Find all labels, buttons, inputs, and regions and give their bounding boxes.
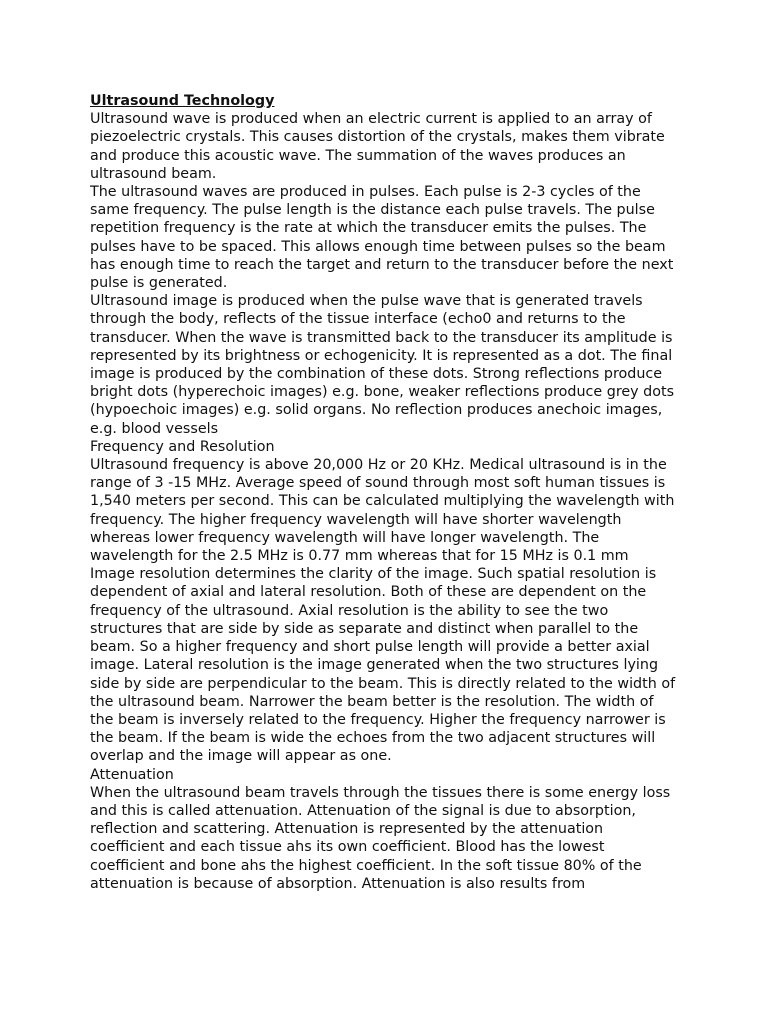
paragraph-pulses: The ultrasound waves are produced in pulses. Each pulse is 2-3 cycles of the same frequency. The pulse length is the distance each pulse travels. The pulse repetition frequency is the rate at which the transducer emits the pulses. The pulses have to be spaced. This allows enough time between pulses so the beam has enough time to reach the target and return to the transducer before the next pulse is generated. [90,184,674,292]
paragraph-frequency: Ultrasound frequency is above 20,000 Hz or 20 KHz. Medical ultrasound is in the range of 3 -15 MHz. Average speed of sound through most soft human tissues is 1,540 meters per second. This can be calculated multiplying the wavelength with frequency. The higher frequency wavelength will have shorter wavelength whereas lower frequency wavelength will have longer wavelength. The wavelength for the 2.5 MHz is 0.77 mm whereas that for 15 MHz is 0.1 mm [90,457,675,565]
paragraph-image-production: Ultrasound image is produced when the pulse wave that is generated travels through the body, reflects of the tissue interface (echo0 and returns to the transducer. When the wave is transmitted back to the transducer its amplitude is represented by its brightness or echogenicity. It is represented as a dot. The final image is produced by the combination of these dots. Strong reflections produce bright dots (hyperechoic images) e.g. bone, weaker reflections produce grey dots (hypoechoic images) e.g. solid organs. No reflection produces anechoic images, e.g. blood vessels [90,293,675,437]
document-body [90,92,680,893]
paragraph-resolution: Image resolution determines the clarity of the image. Such spatial resolution is dependent of axial and lateral resolution. Both of these are dependent on the frequency of the ultrasound. Axial resolution is the ability to see the two structures that are side by side as separate and distinct when parallel to the beam. So a higher frequency and short pulse length will provide a better axial image. Lateral resolution is the image generated when the two structures lying side by side are perpendicular to the beam. This is directly related to the width of the ultrasound beam. Narrower the beam better is the resolution. The width of the beam is inversely related to the frequency. Higher the frequency narrower is the beam. If the beam is wide the echoes from the two adjacent structures will overlap and the image will appear as one. [90,566,676,765]
document-title: Ultrasound Technology [90,93,275,109]
paragraph-ultrasound-wave: Ultrasound wave is produced when an electric current is applied to an array of piezoelectric crystals. This causes distortion of the crystals, makes them vibrate and produce this acoustic wave. The summation of the waves produces an ultrasound beam. [90,111,665,182]
paragraph-attenuation: When the ultrasound beam travels through the tissues there is some energy loss and this is called attenuation. Attenuation of the signal is due to absorption, reflection and scattering. Attenuation is represented by the attenuation coefficient and each tissue ahs its own coefficient. Blood has the lowest coefficient and bone ahs the highest coefficient. In the soft tissue 80% of the attenuation is because of absorption. Attenuation is also results from [90,784,671,892]
heading-attenuation: Attenuation [90,766,174,783]
heading-frequency-resolution: Frequency and Resolution [90,438,275,455]
